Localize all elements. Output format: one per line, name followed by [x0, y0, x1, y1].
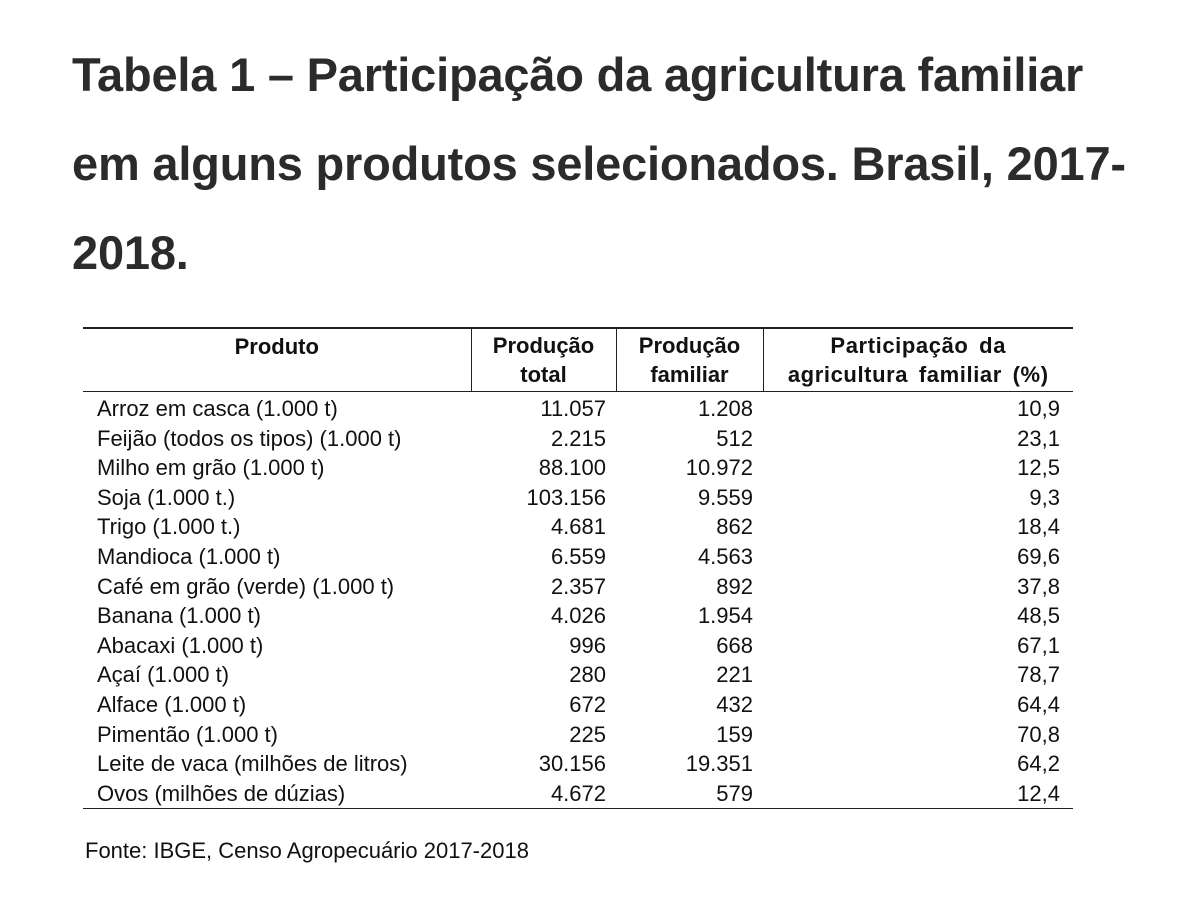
table-row: [83, 779, 1073, 809]
cell-producao-familiar: 432: [716, 691, 753, 717]
source-note: Fonte: IBGE, Censo Agropecuário 2017-2018: [85, 838, 529, 863]
table-row: [83, 483, 1073, 513]
table-row: [83, 572, 1073, 602]
cell-participacao: 18,4: [1017, 514, 1060, 540]
cell-participacao: 37,8: [1017, 573, 1060, 599]
cell-producao-familiar: 159: [716, 721, 753, 747]
table-row: [83, 720, 1073, 750]
cell-producao-total: 11.057: [540, 396, 606, 421]
cell-producao-total: 4.026: [550, 603, 606, 629]
cell-producao-total: 225: [569, 721, 606, 747]
cell-producao-total: 30.156: [538, 751, 606, 777]
cell-produto: Pimentão (1.000 t): [97, 721, 278, 747]
cell-participacao: 23,1: [1017, 425, 1060, 451]
column-header-produto: Produto: [234, 334, 319, 359]
cell-producao-familiar: 862: [716, 514, 753, 540]
cell-producao-total: 88.100: [538, 455, 606, 481]
table-row: [83, 631, 1073, 661]
cell-produto: Açaí (1.000 t): [97, 662, 230, 688]
cell-producao-familiar: 512: [716, 425, 753, 451]
column-header-producao-familiar: Produção familiar: [616, 328, 763, 392]
cell-participacao: 12,4: [1017, 780, 1060, 806]
table-row: [83, 392, 1073, 424]
cell-producao-total: 2.357: [550, 573, 606, 599]
cell-participacao: 67,1: [1017, 632, 1060, 658]
cell-produto: Arroz em casca (1.000 t): [97, 396, 338, 421]
table-row: [83, 690, 1073, 720]
cell-produto: Café em grão (verde) (1.000 t): [97, 573, 395, 599]
cell-participacao: 12,5: [1017, 455, 1060, 481]
cell-participacao: 64,2: [1017, 751, 1060, 777]
cell-participacao: 64,4: [1017, 691, 1060, 717]
cell-produto: Soja (1.000 t.): [97, 484, 236, 510]
cell-producao-total: 103.156: [526, 484, 606, 510]
cell-producao-familiar: 19.351: [685, 751, 753, 777]
data-table: [83, 327, 1073, 809]
cell-producao-familiar: 579: [716, 780, 753, 806]
cell-producao-familiar: 1.208: [697, 396, 753, 421]
cell-participacao: 10,9: [1017, 396, 1060, 421]
cell-producao-familiar: 221: [716, 662, 753, 688]
table-row: [83, 601, 1073, 631]
cell-producao-familiar: 4.563: [697, 543, 753, 569]
data-table-container: [83, 327, 1073, 809]
cell-produto: Milho em grão (1.000 t): [97, 455, 325, 481]
cell-producao-total: 280: [569, 662, 606, 688]
cell-producao-familiar: 9.559: [697, 484, 753, 510]
cell-produto: Trigo (1.000 t.): [97, 514, 241, 540]
cell-participacao: 69,6: [1017, 543, 1060, 569]
cell-producao-familiar: 10.972: [685, 455, 753, 481]
cell-producao-total: 6.559: [550, 543, 606, 569]
cell-produto: Leite de vaca (milhões de litros): [97, 751, 408, 777]
cell-participacao: 48,5: [1017, 603, 1060, 629]
table-row: [83, 660, 1073, 690]
table-row: [83, 749, 1073, 779]
cell-produto: Feijão (todos os tipos) (1.000 t): [97, 425, 402, 451]
table-row: [83, 512, 1073, 542]
cell-participacao: 78,7: [1017, 662, 1060, 688]
table-header-row: [83, 328, 1073, 392]
column-header-producao-total: Produção total: [471, 328, 616, 392]
cell-producao-familiar: 892: [716, 573, 753, 599]
cell-produto: Mandioca (1.000 t): [97, 543, 281, 569]
cell-producao-total: 2.215: [550, 425, 606, 451]
table-body: [83, 392, 1073, 809]
table-title: Tabela 1 – Participação da agricultura familiar em alguns produtos selecionados. Brasil, 2017-2018.: [72, 48, 1126, 279]
cell-participacao: 9,3: [1029, 484, 1060, 510]
cell-producao-total: 4.681: [550, 514, 606, 540]
table-row: [83, 424, 1073, 454]
cell-producao-total: 4.672: [550, 780, 606, 806]
table-row: [83, 542, 1073, 572]
cell-produto: Abacaxi (1.000 t): [97, 632, 264, 658]
cell-producao-familiar: 1.954: [697, 603, 753, 629]
cell-producao-familiar: 668: [716, 632, 753, 658]
cell-produto: Alface (1.000 t): [97, 691, 247, 717]
cell-participacao: 70,8: [1017, 721, 1060, 747]
table-row: [83, 453, 1073, 483]
cell-producao-total: 672: [569, 691, 606, 717]
cell-produto: Banana (1.000 t): [97, 603, 261, 629]
cell-produto: Ovos (milhões de dúzias): [97, 780, 346, 806]
column-header-participacao: Participação da agricultura familiar (%): [763, 328, 1073, 392]
cell-producao-total: 996: [569, 632, 606, 658]
